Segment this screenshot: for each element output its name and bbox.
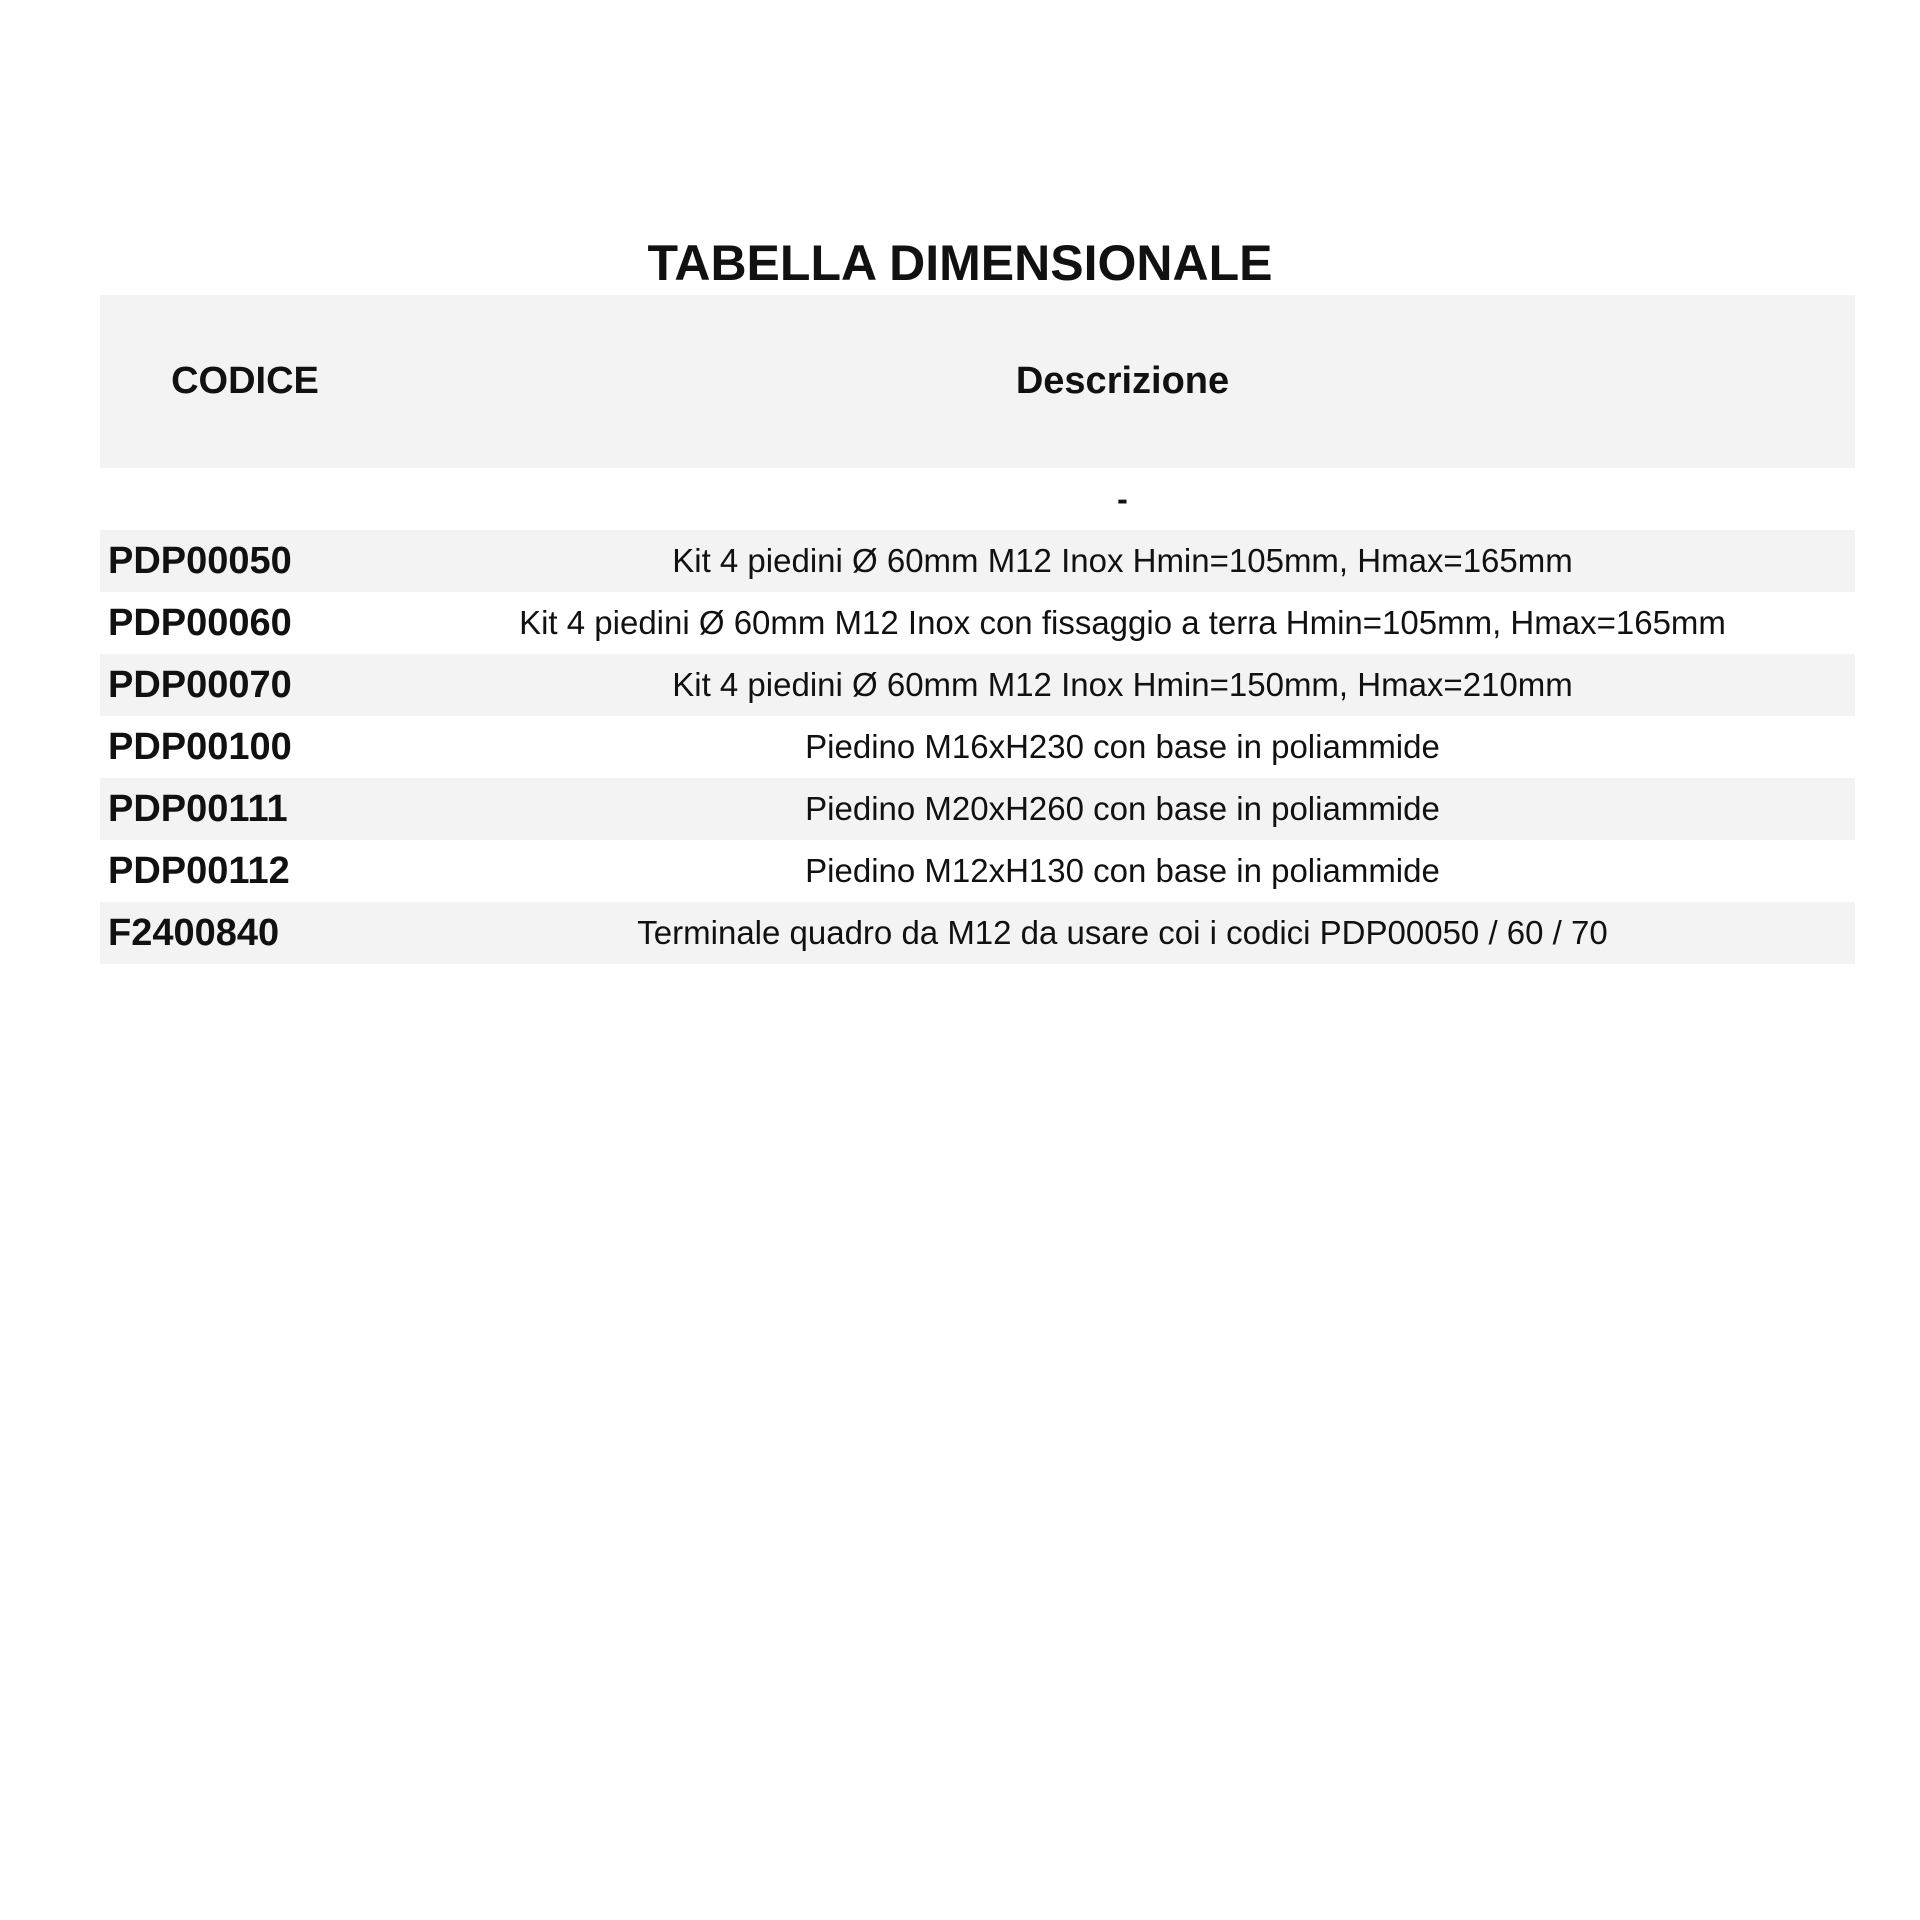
row-description: Kit 4 piedini Ø 60mm M12 Inox Hmin=150mm, Hmax=210mm — [672, 666, 1573, 703]
table-row — [100, 530, 1855, 592]
row-description: Piedino M12xH130 con base in poliammide — [805, 852, 1440, 889]
table-row — [100, 716, 1855, 778]
row-description: Piedino M20xH260 con base in poliammide — [805, 790, 1440, 827]
subheader-description: - — [1117, 480, 1128, 517]
table-subheader — [100, 468, 1855, 530]
row-code: PDP00111 — [108, 787, 288, 830]
header-description: Descrizione — [1015, 360, 1230, 402]
row-code: PDP00112 — [108, 849, 290, 892]
table-header — [100, 295, 1855, 468]
table-row — [100, 902, 1855, 964]
page-title: TABELLA DIMENSIONALE — [647, 235, 1273, 291]
row-description: Terminale quadro da M12 da usare coi i codici PDP00050 / 60 / 70 — [637, 914, 1608, 951]
table-row — [100, 778, 1855, 840]
row-code: PDP00070 — [108, 663, 292, 706]
row-code: PDP00060 — [108, 601, 292, 644]
header-code: CODICE — [171, 360, 319, 402]
table-row — [100, 592, 1855, 654]
table-row — [100, 840, 1855, 902]
row-code: PDP00100 — [108, 725, 292, 768]
row-description: Kit 4 piedini Ø 60mm M12 Inox con fissaggio a terra Hmin=105mm, Hmax=165mm — [519, 604, 1726, 641]
row-description: Kit 4 piedini Ø 60mm M12 Inox Hmin=105mm, Hmax=165mm — [672, 542, 1573, 579]
table-row — [100, 654, 1855, 716]
row-code: F2400840 — [108, 911, 280, 954]
row-description: Piedino M16xH230 con base in poliammide — [805, 728, 1440, 765]
row-code: PDP00050 — [108, 539, 292, 582]
dimension-table — [100, 295, 1855, 964]
